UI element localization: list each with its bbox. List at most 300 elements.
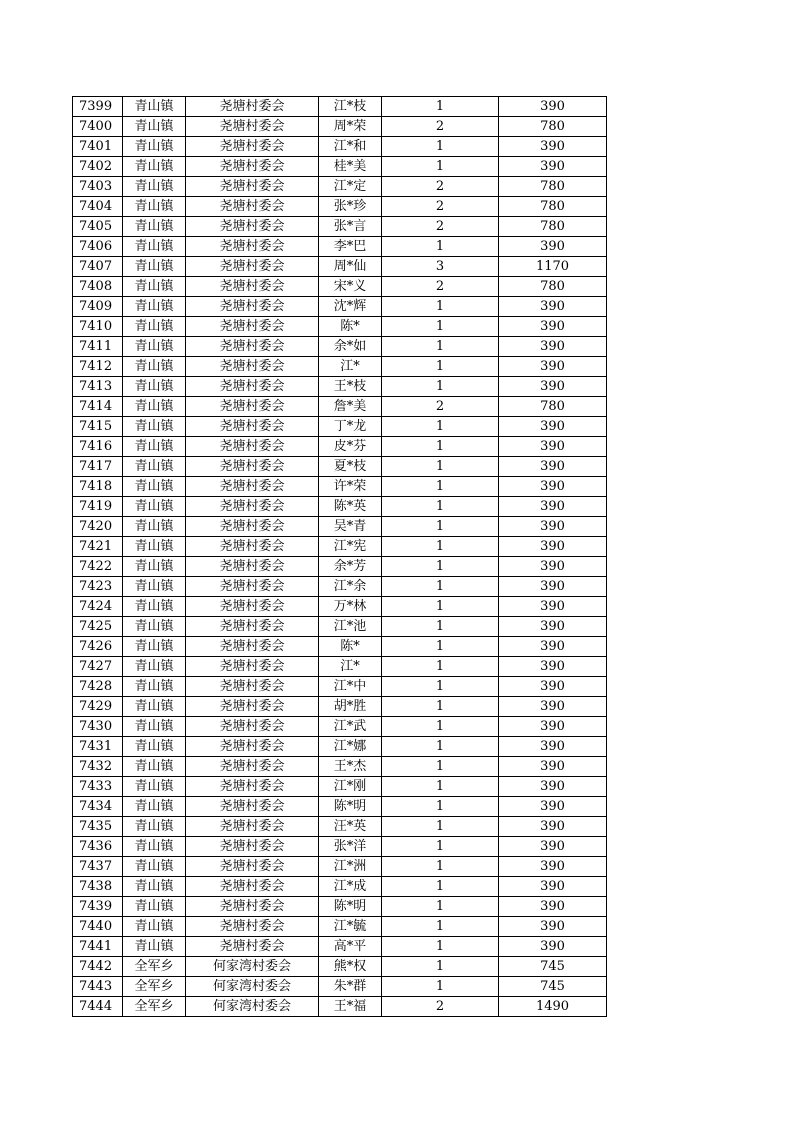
row-number-cell: 7400 <box>73 117 123 137</box>
village-cell: 尧塘村委会 <box>186 257 319 277</box>
name-cell: 余*芳 <box>319 557 382 577</box>
village-cell: 尧塘村委会 <box>186 537 319 557</box>
name-cell: 沈*辉 <box>319 297 382 317</box>
row-number-cell: 7407 <box>73 257 123 277</box>
table-row <box>73 517 607 537</box>
name-cell: 江*毓 <box>319 917 382 937</box>
town-cell: 青山镇 <box>123 217 186 237</box>
village-cell: 尧塘村委会 <box>186 457 319 477</box>
row-number-cell: 7435 <box>73 817 123 837</box>
count-cell: 1 <box>382 717 499 737</box>
table-row <box>73 317 607 337</box>
town-cell: 青山镇 <box>123 157 186 177</box>
count-cell: 2 <box>382 397 499 417</box>
town-cell: 全军乡 <box>123 997 186 1017</box>
row-number-cell: 7419 <box>73 497 123 517</box>
amount-cell: 390 <box>499 137 607 157</box>
count-cell: 1 <box>382 917 499 937</box>
town-cell: 全军乡 <box>123 977 186 997</box>
town-cell: 青山镇 <box>123 897 186 917</box>
amount-cell: 390 <box>499 437 607 457</box>
row-number-cell: 7401 <box>73 137 123 157</box>
name-cell: 江*枝 <box>319 97 382 117</box>
table-row <box>73 177 607 197</box>
name-cell: 陈* <box>319 637 382 657</box>
name-cell: 周*荣 <box>319 117 382 137</box>
amount-cell: 390 <box>499 837 607 857</box>
town-cell: 青山镇 <box>123 577 186 597</box>
row-number-cell: 7441 <box>73 937 123 957</box>
name-cell: 周*仙 <box>319 257 382 277</box>
town-cell: 青山镇 <box>123 497 186 517</box>
village-cell: 尧塘村委会 <box>186 777 319 797</box>
town-cell: 青山镇 <box>123 777 186 797</box>
count-cell: 2 <box>382 177 499 197</box>
town-cell: 青山镇 <box>123 857 186 877</box>
village-cell: 尧塘村委会 <box>186 277 319 297</box>
table-row <box>73 137 607 157</box>
count-cell: 1 <box>382 477 499 497</box>
count-cell: 1 <box>382 517 499 537</box>
town-cell: 青山镇 <box>123 337 186 357</box>
town-cell: 青山镇 <box>123 937 186 957</box>
count-cell: 1 <box>382 737 499 757</box>
village-cell: 尧塘村委会 <box>186 837 319 857</box>
town-cell: 青山镇 <box>123 797 186 817</box>
name-cell: 江*娜 <box>319 737 382 757</box>
table-row <box>73 677 607 697</box>
name-cell: 张*洋 <box>319 837 382 857</box>
table-row <box>73 337 607 357</box>
amount-cell: 390 <box>499 357 607 377</box>
amount-cell: 390 <box>499 157 607 177</box>
name-cell: 江*定 <box>319 177 382 197</box>
name-cell: 张*珍 <box>319 197 382 217</box>
town-cell: 青山镇 <box>123 657 186 677</box>
count-cell: 1 <box>382 817 499 837</box>
table-row <box>73 877 607 897</box>
row-number-cell: 7443 <box>73 977 123 997</box>
name-cell: 丁*龙 <box>319 417 382 437</box>
table-row <box>73 277 607 297</box>
count-cell: 2 <box>382 277 499 297</box>
amount-cell: 390 <box>499 297 607 317</box>
amount-cell: 390 <box>499 817 607 837</box>
count-cell: 2 <box>382 217 499 237</box>
amount-cell: 390 <box>499 237 607 257</box>
count-cell: 1 <box>382 557 499 577</box>
table-row <box>73 397 607 417</box>
town-cell: 青山镇 <box>123 717 186 737</box>
village-cell: 尧塘村委会 <box>186 337 319 357</box>
row-number-cell: 7411 <box>73 337 123 357</box>
amount-cell: 390 <box>499 497 607 517</box>
count-cell: 1 <box>382 857 499 877</box>
name-cell: 江*池 <box>319 617 382 637</box>
amount-cell: 390 <box>499 557 607 577</box>
name-cell: 王*杰 <box>319 757 382 777</box>
village-cell: 尧塘村委会 <box>186 577 319 597</box>
amount-cell: 390 <box>499 477 607 497</box>
amount-cell: 390 <box>499 877 607 897</box>
count-cell: 2 <box>382 197 499 217</box>
village-cell: 尧塘村委会 <box>186 217 319 237</box>
village-cell: 尧塘村委会 <box>186 357 319 377</box>
village-cell: 尧塘村委会 <box>186 317 319 337</box>
town-cell: 青山镇 <box>123 557 186 577</box>
village-cell: 何家湾村委会 <box>186 957 319 977</box>
row-number-cell: 7428 <box>73 677 123 697</box>
row-number-cell: 7403 <box>73 177 123 197</box>
village-cell: 尧塘村委会 <box>186 417 319 437</box>
village-cell: 尧塘村委会 <box>186 157 319 177</box>
count-cell: 2 <box>382 117 499 137</box>
count-cell: 1 <box>382 777 499 797</box>
name-cell: 李*巴 <box>319 237 382 257</box>
amount-cell: 390 <box>499 857 607 877</box>
count-cell: 1 <box>382 697 499 717</box>
village-cell: 尧塘村委会 <box>186 677 319 697</box>
name-cell: 江*中 <box>319 677 382 697</box>
town-cell: 青山镇 <box>123 837 186 857</box>
amount-cell: 390 <box>499 797 607 817</box>
town-cell: 青山镇 <box>123 357 186 377</box>
amount-cell: 390 <box>499 417 607 437</box>
name-cell: 江*刚 <box>319 777 382 797</box>
name-cell: 王*福 <box>319 997 382 1017</box>
table-row <box>73 617 607 637</box>
table-row <box>73 777 607 797</box>
count-cell: 1 <box>382 137 499 157</box>
table-row <box>73 437 607 457</box>
count-cell: 1 <box>382 977 499 997</box>
village-cell: 尧塘村委会 <box>186 477 319 497</box>
amount-cell: 390 <box>499 917 607 937</box>
row-number-cell: 7444 <box>73 997 123 1017</box>
amount-cell: 390 <box>499 937 607 957</box>
data-table <box>72 96 607 1017</box>
town-cell: 青山镇 <box>123 177 186 197</box>
count-cell: 1 <box>382 577 499 597</box>
village-cell: 何家湾村委会 <box>186 997 319 1017</box>
row-number-cell: 7432 <box>73 757 123 777</box>
row-number-cell: 7415 <box>73 417 123 437</box>
table-row <box>73 997 607 1017</box>
table-row <box>73 417 607 437</box>
row-number-cell: 7399 <box>73 97 123 117</box>
village-cell: 尧塘村委会 <box>186 697 319 717</box>
town-cell: 青山镇 <box>123 737 186 757</box>
count-cell: 1 <box>382 497 499 517</box>
town-cell: 青山镇 <box>123 877 186 897</box>
town-cell: 青山镇 <box>123 917 186 937</box>
town-cell: 青山镇 <box>123 257 186 277</box>
town-cell: 青山镇 <box>123 97 186 117</box>
count-cell: 1 <box>382 657 499 677</box>
amount-cell: 390 <box>499 457 607 477</box>
table-row <box>73 577 607 597</box>
name-cell: 熊*权 <box>319 957 382 977</box>
row-number-cell: 7409 <box>73 297 123 317</box>
village-cell: 尧塘村委会 <box>186 817 319 837</box>
amount-cell: 390 <box>499 537 607 557</box>
town-cell: 青山镇 <box>123 397 186 417</box>
village-cell: 尧塘村委会 <box>186 137 319 157</box>
count-cell: 3 <box>382 257 499 277</box>
name-cell: 汪*英 <box>319 817 382 837</box>
village-cell: 尧塘村委会 <box>186 197 319 217</box>
name-cell: 朱*群 <box>319 977 382 997</box>
village-cell: 尧塘村委会 <box>186 717 319 737</box>
town-cell: 青山镇 <box>123 317 186 337</box>
table-row <box>73 157 607 177</box>
row-number-cell: 7410 <box>73 317 123 337</box>
row-number-cell: 7406 <box>73 237 123 257</box>
town-cell: 青山镇 <box>123 117 186 137</box>
village-cell: 尧塘村委会 <box>186 737 319 757</box>
name-cell: 陈*明 <box>319 897 382 917</box>
count-cell: 1 <box>382 877 499 897</box>
table-row <box>73 297 607 317</box>
town-cell: 青山镇 <box>123 237 186 257</box>
amount-cell: 390 <box>499 697 607 717</box>
count-cell: 1 <box>382 357 499 377</box>
amount-cell: 780 <box>499 217 607 237</box>
count-cell: 1 <box>382 897 499 917</box>
name-cell: 江* <box>319 357 382 377</box>
row-number-cell: 7404 <box>73 197 123 217</box>
amount-cell: 390 <box>499 657 607 677</box>
amount-cell: 390 <box>499 777 607 797</box>
count-cell: 1 <box>382 957 499 977</box>
town-cell: 青山镇 <box>123 137 186 157</box>
village-cell: 尧塘村委会 <box>186 177 319 197</box>
amount-cell: 745 <box>499 957 607 977</box>
village-cell: 尧塘村委会 <box>186 617 319 637</box>
count-cell: 1 <box>382 937 499 957</box>
name-cell: 宋*义 <box>319 277 382 297</box>
village-cell: 尧塘村委会 <box>186 877 319 897</box>
amount-cell: 780 <box>499 277 607 297</box>
count-cell: 1 <box>382 837 499 857</box>
amount-cell: 390 <box>499 97 607 117</box>
village-cell: 尧塘村委会 <box>186 897 319 917</box>
village-cell: 尧塘村委会 <box>186 557 319 577</box>
table-row <box>73 757 607 777</box>
amount-cell: 1490 <box>499 997 607 1017</box>
town-cell: 青山镇 <box>123 697 186 717</box>
table-row <box>73 697 607 717</box>
amount-cell: 390 <box>499 597 607 617</box>
row-number-cell: 7422 <box>73 557 123 577</box>
village-cell: 尧塘村委会 <box>186 237 319 257</box>
count-cell: 1 <box>382 317 499 337</box>
table-row <box>73 217 607 237</box>
row-number-cell: 7416 <box>73 437 123 457</box>
name-cell: 江*和 <box>319 137 382 157</box>
table-row <box>73 197 607 217</box>
village-cell: 尧塘村委会 <box>186 97 319 117</box>
row-number-cell: 7423 <box>73 577 123 597</box>
row-number-cell: 7414 <box>73 397 123 417</box>
name-cell: 江*洲 <box>319 857 382 877</box>
name-cell: 余*如 <box>319 337 382 357</box>
village-cell: 尧塘村委会 <box>186 517 319 537</box>
name-cell: 许*荣 <box>319 477 382 497</box>
town-cell: 青山镇 <box>123 597 186 617</box>
amount-cell: 390 <box>499 677 607 697</box>
village-cell: 尧塘村委会 <box>186 377 319 397</box>
name-cell: 陈*英 <box>319 497 382 517</box>
table-row <box>73 937 607 957</box>
row-number-cell: 7431 <box>73 737 123 757</box>
table-row <box>73 957 607 977</box>
amount-cell: 780 <box>499 177 607 197</box>
town-cell: 青山镇 <box>123 537 186 557</box>
count-cell: 1 <box>382 637 499 657</box>
town-cell: 青山镇 <box>123 277 186 297</box>
row-number-cell: 7439 <box>73 897 123 917</box>
table-row <box>73 537 607 557</box>
amount-cell: 390 <box>499 517 607 537</box>
town-cell: 全军乡 <box>123 957 186 977</box>
amount-cell: 390 <box>499 757 607 777</box>
table-row <box>73 357 607 377</box>
count-cell: 1 <box>382 677 499 697</box>
row-number-cell: 7430 <box>73 717 123 737</box>
name-cell: 江*宪 <box>319 537 382 557</box>
table-row <box>73 797 607 817</box>
row-number-cell: 7426 <box>73 637 123 657</box>
name-cell: 桂*美 <box>319 157 382 177</box>
table-row <box>73 497 607 517</box>
amount-cell: 390 <box>499 897 607 917</box>
row-number-cell: 7440 <box>73 917 123 937</box>
name-cell: 万*林 <box>319 597 382 617</box>
village-cell: 尧塘村委会 <box>186 397 319 417</box>
count-cell: 1 <box>382 597 499 617</box>
town-cell: 青山镇 <box>123 677 186 697</box>
town-cell: 青山镇 <box>123 417 186 437</box>
table-row <box>73 457 607 477</box>
town-cell: 青山镇 <box>123 637 186 657</box>
count-cell: 1 <box>382 437 499 457</box>
table-row <box>73 237 607 257</box>
table-row <box>73 737 607 757</box>
amount-cell: 745 <box>499 977 607 997</box>
table-row <box>73 897 607 917</box>
table-row <box>73 257 607 277</box>
table-row <box>73 717 607 737</box>
row-number-cell: 7412 <box>73 357 123 377</box>
town-cell: 青山镇 <box>123 517 186 537</box>
town-cell: 青山镇 <box>123 457 186 477</box>
count-cell: 1 <box>382 237 499 257</box>
table-row <box>73 917 607 937</box>
table-row <box>73 817 607 837</box>
village-cell: 尧塘村委会 <box>186 797 319 817</box>
table-row <box>73 857 607 877</box>
name-cell: 陈* <box>319 317 382 337</box>
table-row <box>73 97 607 117</box>
village-cell: 尧塘村委会 <box>186 597 319 617</box>
table-row <box>73 637 607 657</box>
count-cell: 1 <box>382 297 499 317</box>
village-cell: 尧塘村委会 <box>186 917 319 937</box>
table-row <box>73 117 607 137</box>
row-number-cell: 7417 <box>73 457 123 477</box>
row-number-cell: 7418 <box>73 477 123 497</box>
row-number-cell: 7420 <box>73 517 123 537</box>
row-number-cell: 7438 <box>73 877 123 897</box>
amount-cell: 390 <box>499 317 607 337</box>
amount-cell: 390 <box>499 737 607 757</box>
table-row <box>73 837 607 857</box>
table-body <box>73 97 607 1017</box>
count-cell: 1 <box>382 97 499 117</box>
count-cell: 1 <box>382 377 499 397</box>
name-cell: 夏*枝 <box>319 457 382 477</box>
row-number-cell: 7437 <box>73 857 123 877</box>
village-cell: 尧塘村委会 <box>186 857 319 877</box>
row-number-cell: 7434 <box>73 797 123 817</box>
village-cell: 尧塘村委会 <box>186 117 319 137</box>
amount-cell: 780 <box>499 397 607 417</box>
count-cell: 1 <box>382 617 499 637</box>
row-number-cell: 7413 <box>73 377 123 397</box>
amount-cell: 390 <box>499 617 607 637</box>
village-cell: 尧塘村委会 <box>186 637 319 657</box>
count-cell: 1 <box>382 417 499 437</box>
name-cell: 江* <box>319 657 382 677</box>
count-cell: 1 <box>382 797 499 817</box>
table-row <box>73 557 607 577</box>
village-cell: 尧塘村委会 <box>186 657 319 677</box>
name-cell: 江*武 <box>319 717 382 737</box>
amount-cell: 390 <box>499 637 607 657</box>
name-cell: 张*言 <box>319 217 382 237</box>
row-number-cell: 7405 <box>73 217 123 237</box>
row-number-cell: 7424 <box>73 597 123 617</box>
row-number-cell: 7425 <box>73 617 123 637</box>
name-cell: 高*平 <box>319 937 382 957</box>
name-cell: 陈*明 <box>319 797 382 817</box>
amount-cell: 1170 <box>499 257 607 277</box>
amount-cell: 390 <box>499 377 607 397</box>
amount-cell: 780 <box>499 117 607 137</box>
row-number-cell: 7436 <box>73 837 123 857</box>
amount-cell: 390 <box>499 717 607 737</box>
table-row <box>73 477 607 497</box>
town-cell: 青山镇 <box>123 377 186 397</box>
village-cell: 尧塘村委会 <box>186 297 319 317</box>
name-cell: 皮*芬 <box>319 437 382 457</box>
row-number-cell: 7429 <box>73 697 123 717</box>
town-cell: 青山镇 <box>123 757 186 777</box>
name-cell: 吴*青 <box>319 517 382 537</box>
row-number-cell: 7442 <box>73 957 123 977</box>
amount-cell: 390 <box>499 577 607 597</box>
village-cell: 尧塘村委会 <box>186 437 319 457</box>
name-cell: 胡*胜 <box>319 697 382 717</box>
row-number-cell: 7427 <box>73 657 123 677</box>
village-cell: 尧塘村委会 <box>186 757 319 777</box>
row-number-cell: 7433 <box>73 777 123 797</box>
town-cell: 青山镇 <box>123 297 186 317</box>
table-row <box>73 977 607 997</box>
village-cell: 何家湾村委会 <box>186 977 319 997</box>
count-cell: 1 <box>382 157 499 177</box>
